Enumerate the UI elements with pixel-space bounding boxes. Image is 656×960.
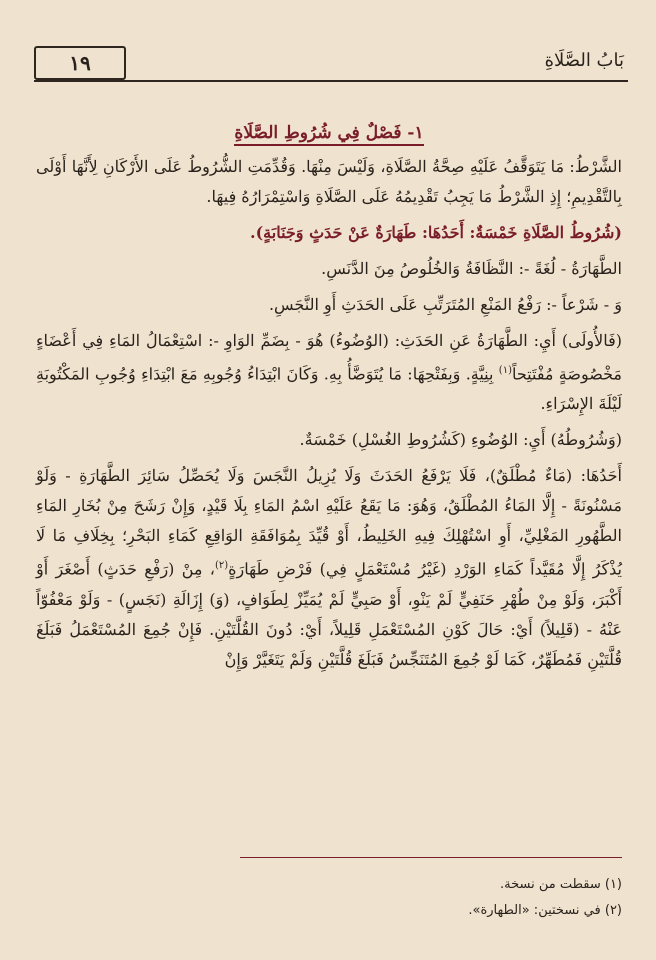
footnote-1: (١) سقطت من نسخة. [500,877,622,892]
paragraph-wudu [36,326,622,419]
paragraph-legal: وَ - شَرْعاً -: رَفْعُ المَنْعِ المُتَرَتِّبِ عَلَى الحَدَثِ أَوِ النَّجَسِ. [268,295,622,314]
paragraph-pure-water-text-b: ، مِنْ (رَفْعِ حَدَثٍ) أَصْغَرَ أَوْ أَكْبَرَ، وَلَوْ مِنْ طُهْرِ حَنَفِيٍّ لَمْ يَنْوِ، أَوْ صَبِيٍّ لَمْ يُمَيِّزْ لِطَوَافٍ، (وَ) إِزَالَةِ (نَجَسٍ) - وَلَوْ مَعْفُوّاً عَنْهُ - (قَلِيلاً) أَيْ: حَالَ كَوْنِ المُسْتَعْمَلِ قَلِيلاً، أَيْ: دُونَ القُلَّتَيْنِ. فَإِنْ جُمِعَ المُسْتَعْمَلُ فَبَلَغَ قُلَّتَيْنِ فَمُطَهِّرٌ، كَمَا لَوْ جُمِعَ المُتَنَجِّسُ فَبَلَغَ قُلَّتَيْنِ وَلَمْ يَتَغَيَّرْ وَإِنْ [36,559,622,669]
paragraph-definition: الشَّرْطُ: مَا يَتَوَقَّفُ عَلَيْهِ صِحَّةُ الصَّلَاةِ، وَلَيْسَ مِنْهَا. وَقُدِّمَتِ الشُّرُوطُ عَلَى الأَرْكَانِ لِأَنَّهَا أَوْلَى بِالتَّقْدِيمِ؛ إِذِ الشَّرْطُ مَا يَجِبُ تَقْدِيمُهُ عَلَى الصَّلَاةِ وَاسْتِمْرَارُهُ فِيهَا. [36,157,622,206]
paragraph-conditions-count: (شُرُوطُ الصَّلَاةِ خَمْسَةٌ: أَحَدُهَا: طَهَارَةٌ عَنْ حَدَثٍ وَجَنَابَةٍ). [250,223,622,242]
paragraph-pure-water-text-a: أَحَدُهَا: (مَاءٌ مُطْلَقٌ)، فَلَا يَرْفَعُ الحَدَثَ وَلَا يُزِيلُ النَّجَسَ وَلَا يُحَصِّلُ سَائِرَ الطَّهَارَةِ - وَلَوْ مَسْنُونَةً - إِلَّا المَاءُ المُطْلَقُ، وَهُوَ: مَا يَقَعُ عَلَيْهِ اسْمُ المَاءِ بِلَا قَيْدٍ، وَإِنْ رَشَحَ مِنْ بُخَارِ المَاءِ الطَّهُورِ المَغْلِيِّ، أَوِ اسْتُهْلِكَ فِيهِ الخَلِيطُ، أَوْ قُيِّدَ بِمُوَافَقَةِ الوَاقِعِ كَمَاءِ البَحْرِ؛ بِخِلَافِ مَا لَا يُذْكَرُ إِلَّا مُقَيَّداً كَمَاءِ الوَرْدِ (غَيْرُ مُسْتَعْمَلٍ فِي) فَرْضِ طَهَارَةٍ [36,466,623,579]
paragraph-wudu-text-b: بِنِيَّةٍ. وَبِفَتْحِهَا: مَا يُتَوَضَّأُ بِهِ. وَكَانَ ابْتِدَاءُ وُجُوبِهِ مَعَ ابْتِدَاءِ وُجُوبِ المَكْتُوبَةِ لَيْلَةَ الإِسْرَاءِ. [36,364,622,414]
footnote-2: (٢) في نسختين: «الطهارة». [468,903,622,918]
section-title [36,118,622,148]
running-title: بَابُ الصَّلَاةِ [544,50,624,71]
footnotes [36,872,622,924]
paragraph-pure-water [36,461,622,674]
page-number: ١٩ [34,46,126,80]
paragraph-linguistic: الطَّهَارَةُ - لُغَةً -: النَّظَافَةُ وَالخُلُوصُ مِنَ الدَّنَسِ. [321,259,622,278]
header-rule [34,80,628,82]
footnote-separator [240,857,622,858]
footnote-ref-1: (١) [498,365,512,376]
page-header [28,46,628,82]
paragraph-wudu-conditions: (وَشُرُوطُهُ) أَيِ: الوُضُوءِ (كَشُرُوطِ الغُسْلِ) خَمْسَةٌ. [299,430,622,450]
section-title-text: ١- فَصْلٌ فِي شُرُوطِ الصَّلَاةِ [234,123,423,146]
main-text [36,118,622,681]
paragraph-wudu-text-a: (فَالأُولَى) أَيِ: الطَّهَارَةُ عَنِ الحَدَثِ: (الوُضُوءُ) هُوَ - بِضَمِّ الوَاوِ -: اسْتِعْمَالُ المَاءِ فِي أَعْضَاءٍ مَخْصُوصَةٍ مُفْتَتِحاً [36,331,623,384]
footnote-ref-2: (٢) [214,560,229,572]
